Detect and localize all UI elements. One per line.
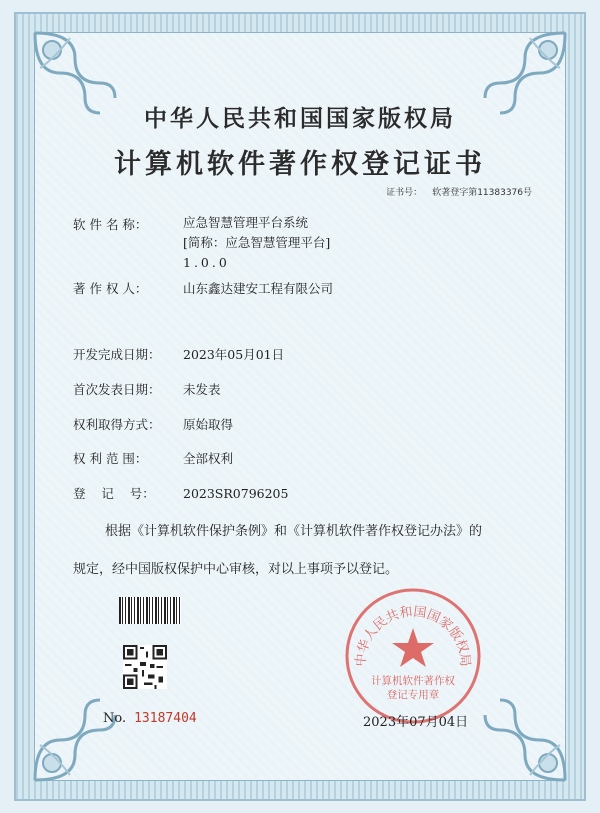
serial-number-label: No. (103, 711, 127, 726)
statement-line-2: 规定，经中国版权保护中心审核，对以上事项予以登记。 (73, 562, 399, 577)
publish-date-label: 首次发表日期： (73, 382, 161, 397)
qr-code (123, 645, 167, 689)
reg-number-row (73, 484, 288, 502)
software-version-line: 1.0.0 (183, 255, 230, 270)
owner-value: 山东鑫达建安工程有限公司 (183, 281, 334, 296)
certificate-number-value: 软著登字第11383376号 (432, 188, 532, 198)
corner-ornament-bottom-left (30, 695, 120, 785)
software-name-label: 软 件 名 称： (73, 217, 148, 232)
issue-date: 2023年07月04日 (363, 715, 469, 730)
dev-date-row (73, 345, 284, 363)
owner-row (73, 279, 333, 297)
owner-label: 著 作 权 人： (73, 281, 148, 296)
seal-inner-line-2: 登记专用章 (386, 689, 440, 701)
publish-date-value: 未发表 (183, 382, 221, 397)
authority-title: 中华人民共和国国家版权局 (144, 105, 456, 132)
serial-number (103, 711, 197, 726)
software-name-row (73, 215, 183, 233)
acquisition-label: 权利取得方式： (73, 417, 161, 432)
serial-number-value: 13187404 (134, 711, 197, 726)
certificate-number (386, 185, 532, 198)
dev-date-value: 2023年05月01日 (183, 347, 285, 362)
corner-ornament-bottom-right (480, 695, 570, 785)
dev-date-label: 开发完成日期： (73, 347, 161, 362)
barcode (119, 597, 181, 624)
certificate-number-label: 证书号： (386, 188, 423, 198)
software-short-name-line: [简称：应急智慧管理平台] (183, 235, 331, 250)
statement-line-1: 根据《计算机软件保护条例》和《计算机软件著作权登记办法》的 (105, 524, 483, 539)
scope-value: 全部权利 (183, 451, 234, 466)
software-name-line: 应急智慧管理平台系统 (183, 215, 309, 230)
software-name-value (183, 213, 330, 273)
reg-number-label: 登 记 号： (73, 486, 155, 501)
certificate-title: 计算机软件著作权登记证书 (114, 149, 486, 180)
publish-date-row (73, 380, 221, 398)
scope-label: 权 利 范 围： (73, 451, 148, 466)
official-seal (343, 586, 483, 726)
reg-number-value: 2023SR0796205 (183, 486, 289, 501)
acquisition-value: 原始取得 (183, 417, 234, 432)
seal-outer-text: 中华人民共和国国家版权局 (353, 604, 473, 668)
scope-row (73, 449, 233, 467)
seal-inner-line-1: 计算机软件著作权 (371, 675, 455, 687)
acquisition-row (73, 415, 233, 433)
